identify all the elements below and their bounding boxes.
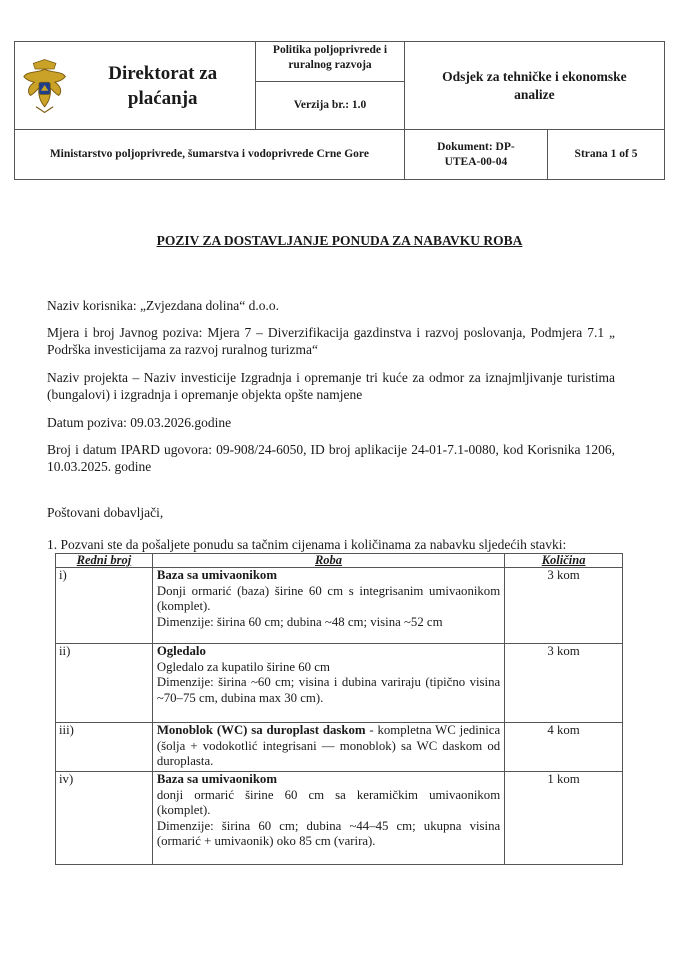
version-text: Verzija br.: 1.0: [293, 99, 367, 111]
page-text: Strana 1 of 5: [574, 148, 638, 160]
date-paragraph: Datum poziva: 09.03.2026.godine: [47, 415, 232, 430]
department-text: Odsjek za tehničke i ekonomske analize: [442, 68, 627, 102]
contract-paragraph: Broj i datum IPARD ugovora: 09-908/24-6050, ID broj aplikacije 24-01-7.1-0080, kod Korisnika 1206, 10.03.2025. godine: [47, 442, 615, 474]
document-header: [14, 41, 665, 180]
goods-cell: [152, 644, 504, 723]
goods-desc: Donji ormarić (baza) širine 60 cm s integrisanim umivaonikom (komplet).: [156, 583, 501, 614]
goods-name: Monoblok (WC) sa duroplast daskom: [156, 723, 366, 737]
goods-cell: [152, 568, 504, 644]
goods-desc: Ogledalo za kupatilo širine 60 cm: [156, 659, 330, 674]
goods-dims: Dimenzije: širina 60 cm; dubina ~48 cm; visina ~52 cm: [156, 614, 443, 629]
goods-desc: donji ormarić širine 60 cm sa keramičkim umivaonikom (komplet).: [156, 787, 501, 818]
goods-name: Baza sa umivaonikom: [156, 568, 277, 582]
org-name: Direktorat za plaćanja: [108, 62, 218, 109]
row-number: iii): [56, 723, 153, 772]
goods-table: [55, 553, 623, 865]
ministry-cell: [15, 130, 405, 180]
table-row: [56, 644, 623, 723]
goods-cell: [152, 772, 504, 865]
goods-dims: Dimenzije: širina ~60 cm; visina i dubina variraju (tipično visina ~70–75 cm, dubina max 30 cm).: [156, 675, 501, 705]
row-number: i): [56, 568, 153, 644]
document-cell: [404, 130, 547, 180]
table-row: [56, 568, 623, 644]
row-number: ii): [56, 644, 153, 723]
goods-desc: - kompletna WC jedinica (šolja + vodokotlić integrisani — monoblok) sa WC daskom od duroplasta.: [156, 723, 501, 769]
greeting-paragraph: Poštovani dobavljači,: [47, 505, 164, 520]
quantity: 3 kom: [505, 644, 623, 723]
user-paragraph: Naziv korisnika: „Zvjezdana dolina“ d.o.o.: [47, 298, 280, 313]
item-one-paragraph: 1. Pozvani ste da pošaljete ponudu sa tačnim cijenama i količinama za nabavku sljedećih stavki:: [47, 537, 567, 552]
quantity: 1 kom: [505, 772, 623, 865]
header-goods: Roba: [152, 554, 504, 568]
ministry-text: Ministarstvo poljoprivrede, šumarstva i vodoprivrede Crne Gore: [49, 148, 369, 160]
header-qty: Količina: [505, 554, 623, 568]
quantity: 4 kom: [505, 723, 623, 772]
policy-cell: [256, 42, 405, 130]
goods-dims: Dimenzije: širina 60 cm; dubina ~44–45 cm; ukupna visina (ormarić + umivaonik) oko 85 cm (varira).: [156, 818, 501, 849]
goods-name: Ogledalo: [156, 644, 206, 658]
document-text: Dokument: DP-UTEA-00-04: [437, 140, 515, 168]
page-cell: [548, 130, 665, 180]
row-number: iv): [56, 772, 153, 865]
page-title: POZIV ZA DOSTAVLJANJE PONUDA ZA NABAVKU ROBA: [156, 233, 523, 248]
table-row: [56, 772, 623, 865]
table-row: [56, 723, 623, 772]
goods-cell: [152, 723, 504, 772]
measure-paragraph: Mjera i broj Javnog poziva: Mjera 7 – Diverzifikacija gazdinstva i razvoj poslovanja, Podmjera 7.1 „ Podrška investicijama za razvoj ruralnog turizma“: [47, 325, 615, 357]
department-cell: [404, 42, 664, 130]
org-cell: [15, 42, 256, 130]
goods-name: Baza sa umivaonikom: [156, 772, 277, 786]
project-paragraph: Naziv projekta – Naziv investicije Izgradnja i opremanje tri kuće za odmor za iznajmljivanje turistima (bungalovi) i izgradnja i opremanje objekta opšte namjene: [47, 370, 615, 402]
quantity: 3 kom: [505, 568, 623, 644]
header-no: Redni broj: [56, 554, 153, 568]
montenegro-coat-of-arms-icon: [21, 56, 68, 116]
policy-text: Politika poljoprivrede i ruralnog razvoja: [256, 42, 404, 82]
